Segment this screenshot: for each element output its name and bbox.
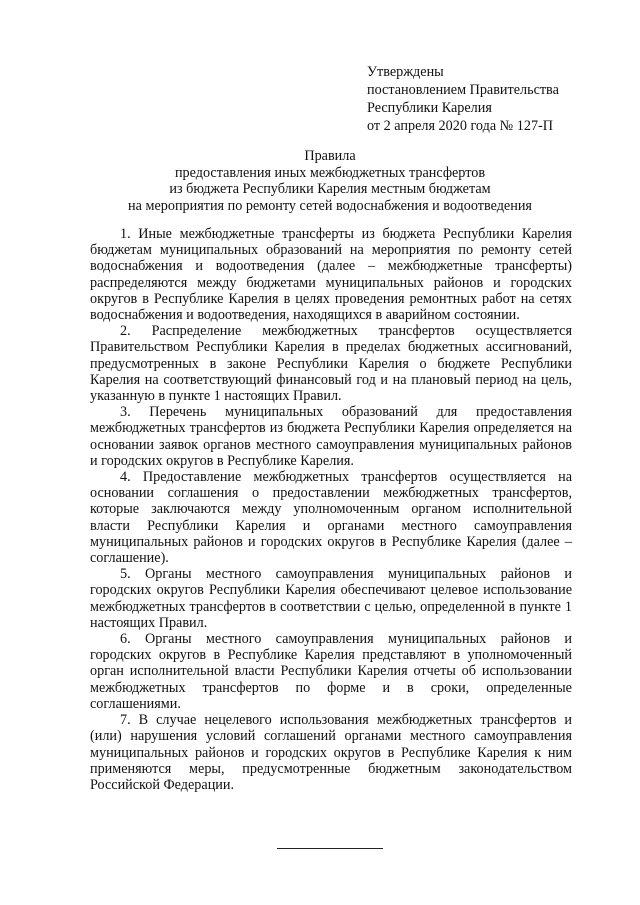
paragraph-2: 2. Распределение межбюджетных трансфертов осуществляется Правительством Республики Карелия в пределах бюджетных ассигнований, предусмотренных в законе Республики Карелия о бюджете Республики Карелия на соответствующий финансовый год и на плановый период на цель, указанную в пункте 1 настоящих Правил. [90,323,572,405]
approval-line-4: от 2 апреля 2020 года № 127-П [367,118,554,134]
approval-line-1: Утверждены [367,64,444,80]
title-heading: Правила [304,148,356,164]
paragraph-1: 1. Иные межбюджетные трансферты из бюджета Республики Карелия бюджетам муниципальных образований на мероприятия по ремонту сетей водоснабжения и водоотведения (далее – межбюджетные трансферты) распределяются между бюджетами муниципальных районов и городских округов в Республике Карелия в целях проведения ремонтных работ на сетях водоснабжения и водоотведения, находящихся в аварийном состоянии. [90,226,572,324]
title-line-1: предоставления иных межбюджетных трансфертов [174,164,486,181]
paragraph-3: 3. Перечень муниципальных образований для предоставления межбюджетных трансфертов из бюджета Республики Карелия определяется на основании заявок органов местного самоуправления муниципальных районов и городских округов в Республике Карелия. [90,404,572,469]
paragraph-5: 5. Органы местного самоуправления муниципальных районов и городских округов Республики Карелия обеспечивают целевое использование межбюджетных трансфертов в соответствии с целью, определенной в пункте 1 настоящих Правил. [90,566,572,631]
document-title [60,148,600,214]
title-line-2: из бюджета Республики Карелия местным бюджетам [169,181,491,197]
document-body [90,226,572,793]
title-line-3: на мероприятия по ремонту сетей водоснабжения и водоотведения [128,197,532,214]
paragraph-7: 7. В случае нецелевого использования межбюджетных трансфертов и (или) нарушения условий соглашений органами местного самоуправления муниципальных районов и городских округов в Республике Карелия к ним применяются меры, предусмотренные бюджетным законодательством Российской Федерации. [90,712,572,793]
approval-line-3: Республики Карелия [367,100,492,116]
approval-stamp [367,63,632,135]
end-separator-line [277,848,383,849]
paragraph-4: 4. Предоставление межбюджетных трансфертов осуществляется на основании соглашения о предоставлении межбюджетных трансфертов, которые заключаются между уполномоченным органом исполнительной власти Республики Карелия и органами местного самоуправления муниципальных районов и городских округов в Республике Карелия (далее – соглашение). [90,469,572,567]
approval-line-2: постановлением Правительства [367,82,559,98]
paragraph-6: 6. Органы местного самоуправления муниципальных районов и городских округов в Республике Карелия представляют в уполномоченный орган исполнительной власти Республики Карелия отчеты об использовании межбюджетных трансфертов по форме и в сроки, определенные соглашениями. [90,631,572,712]
